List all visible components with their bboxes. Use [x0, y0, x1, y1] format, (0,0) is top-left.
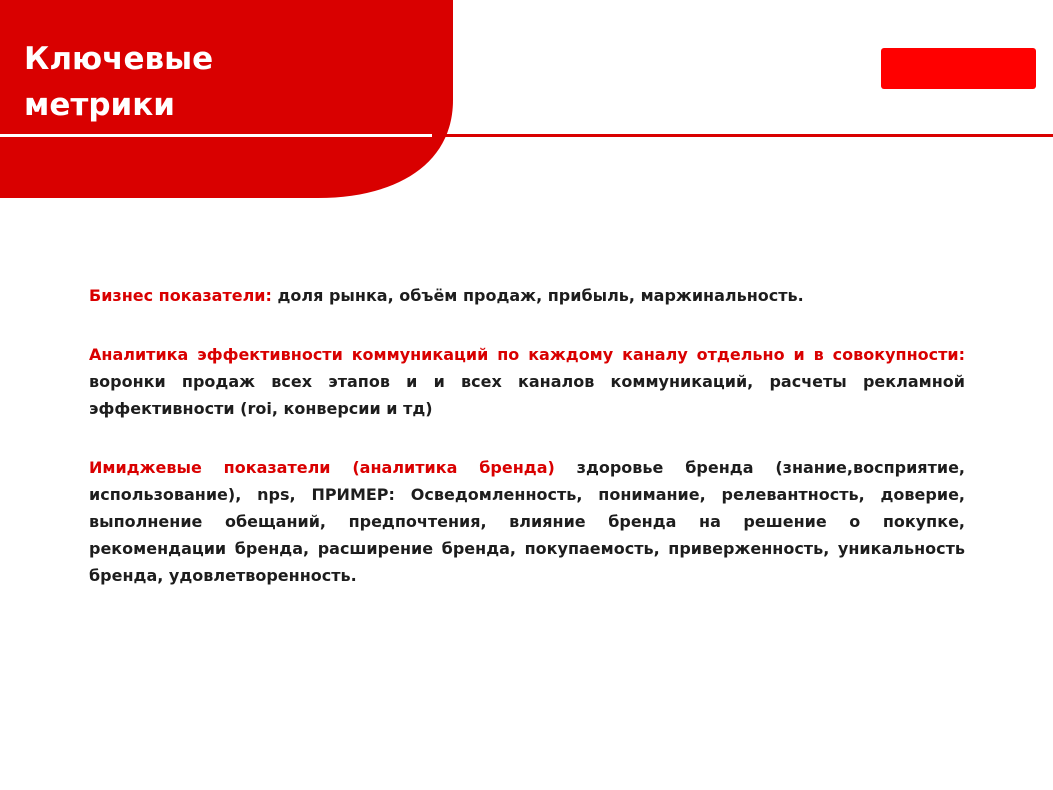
paragraph-label: Имиджевые показатели (аналитика бренда) — [89, 458, 555, 477]
paragraph-label: Аналитика эффективности коммуникаций по каждому каналу отдельно и в совокупности: — [89, 345, 965, 364]
slide-title-line-2: метрики — [24, 87, 176, 123]
paragraph-text: здоровье бренда (знание,восприятие, использование), nps, ПРИМЕР: Осведомленность, понимание, релевантность, доверие, выполнение обещаний, предпочтения, влияние бренда на решение о покупке, рекомендации бренда, расширение бренда, покупаемость, приверженность, уникальность бренда, удовлетворенность. — [89, 458, 965, 585]
content-body — [89, 282, 965, 621]
slide-title — [24, 36, 213, 128]
slide-title-line-1: Ключевые — [24, 41, 214, 77]
logo-placeholder — [881, 48, 1036, 89]
paragraph-brand-metrics — [89, 454, 965, 589]
paragraph-business-metrics — [89, 282, 965, 309]
paragraph-text: воронки продаж всех этапов и и всех каналов коммуникаций, расчеты рекламной эффективности (roi, конверсии и тд) — [89, 372, 965, 418]
paragraph-label: Бизнес показатели: — [89, 286, 272, 305]
paragraph-text: доля рынка, объём продаж, прибыль, маржинальность. — [271, 286, 804, 305]
paragraph-communication-analytics — [89, 341, 965, 422]
